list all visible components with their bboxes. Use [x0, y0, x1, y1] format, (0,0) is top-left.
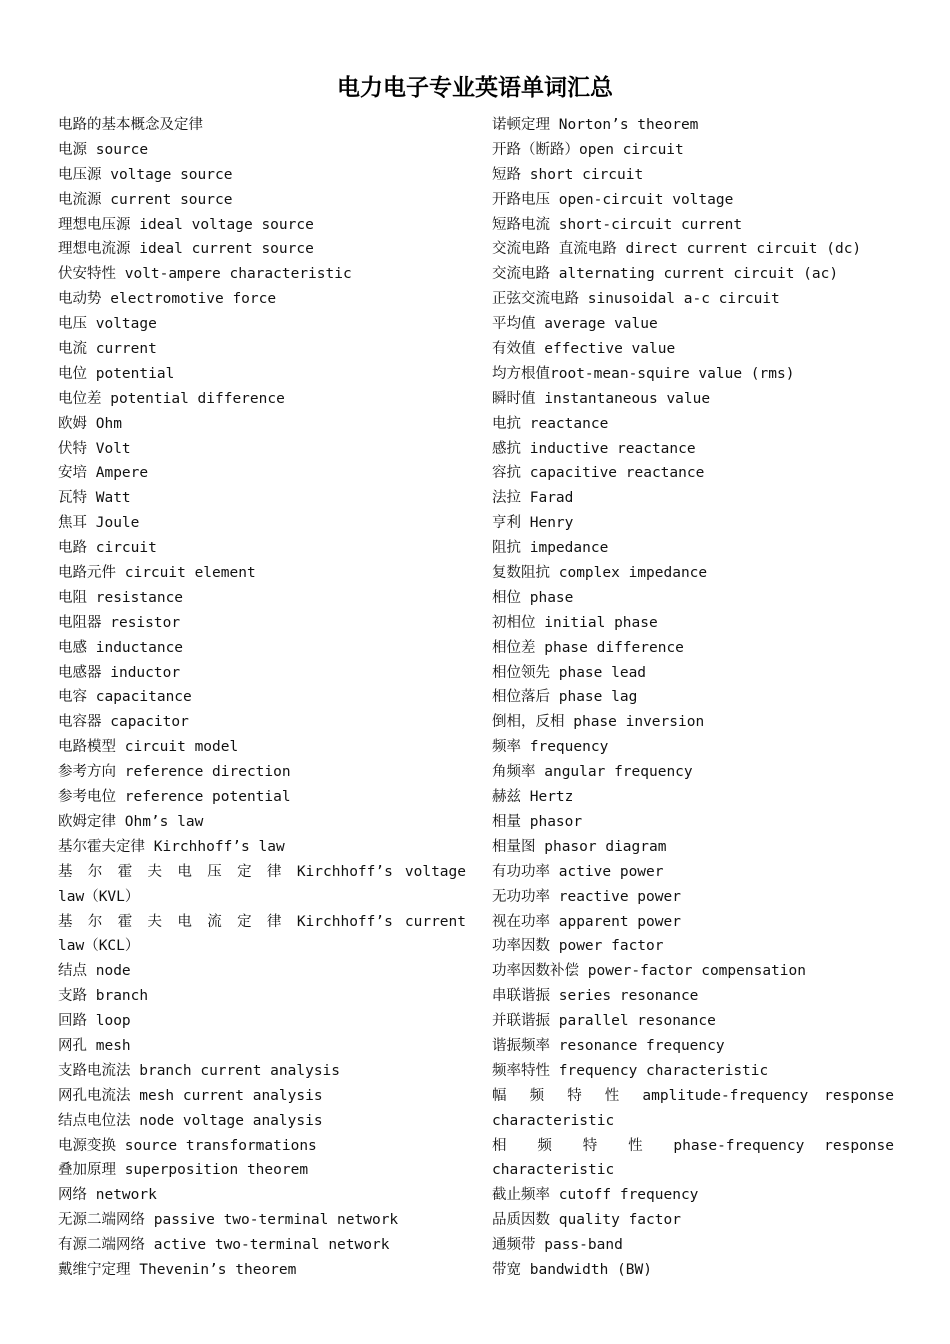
vocab-line: 容抗 capacitive reactance: [492, 465, 705, 482]
left-column: [58, 113, 466, 1283]
page-title: 电力电子专业英语单词汇总: [337, 75, 613, 101]
vocab-line: characteristic: [492, 1162, 615, 1179]
vocab-line: 结点电位法 node voltage analysis: [58, 1112, 323, 1129]
vocab-line: 网孔电流法 mesh current analysis: [58, 1087, 323, 1104]
vocab-line: 无功功率 reactive power: [492, 888, 681, 905]
vocab-line: 电容器 capacitor: [58, 714, 189, 731]
vocab-line: 焦耳 Joule: [58, 515, 140, 532]
vocab-line: 参考方向 reference direction: [58, 764, 291, 781]
vocab-line: 回路 loop: [58, 1013, 131, 1030]
vocab-line: 品质因数 quality factor: [492, 1212, 681, 1229]
vocab-line: 电压源 voltage source: [58, 166, 233, 183]
vocab-line: 电容 capacitance: [58, 689, 192, 706]
vocab-line: 有功功率 active power: [492, 863, 664, 880]
vocab-line: 亨利 Henry: [492, 515, 574, 532]
vocab-line: 理想电流源 ideal current source: [58, 241, 314, 258]
vocab-line: 均方根值root-mean-squire value (rms): [492, 365, 795, 382]
vocab-line: 网络 network: [58, 1187, 157, 1204]
vocab-line: 电路的基本概念及定律: [58, 117, 203, 133]
vocab-line: 基尔霍夫定律 Kirchhoff’s law: [58, 838, 285, 855]
vocab-line: 伏特 Volt: [58, 440, 131, 457]
vocab-line: 有效值 effective value: [492, 341, 676, 358]
vocab-line: 频率特性 frequency characteristic: [492, 1062, 769, 1079]
vocab-line: 电抗 reactance: [492, 415, 609, 432]
vocab-line: 基 尔 霍 夫 电 流 定 律 Kirchhoff’s current: [58, 913, 466, 930]
vocab-line: 电位 potential: [58, 365, 175, 382]
vocab-line: 电流源 current source: [58, 191, 233, 208]
vocab-line: 电路模型 circuit model: [58, 739, 239, 756]
vocab-line: 电源变换 source transformations: [58, 1137, 317, 1154]
vocab-line: 通频带 pass-band: [492, 1237, 623, 1254]
vocab-line: 感抗 inductive reactance: [492, 440, 696, 457]
vocab-line: 相位 phase: [492, 589, 574, 606]
vocab-line: 并联谐振 parallel resonance: [492, 1013, 716, 1030]
vocab-line: 电阻器 resistor: [58, 614, 181, 631]
vocab-line: 相位落后 phase lag: [492, 689, 638, 706]
vocab-line: 相位差 phase difference: [492, 639, 684, 656]
vocab-line: 交流电路 直流电路 direct current circuit (dc): [492, 241, 862, 258]
vocab-line: 电感器 inductor: [58, 664, 181, 681]
vocab-line: 法拉 Farad: [492, 490, 574, 507]
vocab-line: 支路 branch: [58, 988, 149, 1005]
vocab-line: 电感 inductance: [58, 639, 184, 656]
vocab-line: 短路 short circuit: [492, 166, 644, 183]
vocab-line: 倒相，反相 phase inversion: [492, 714, 705, 731]
vocab-line: 开路（断路）open circuit: [492, 141, 684, 158]
vocab-line: 理想电压源 ideal voltage source: [58, 216, 314, 233]
vocab-line: 电压 voltage: [58, 316, 157, 333]
vocab-line: 电流 current: [58, 341, 157, 358]
vocab-line: 开路电压 open-circuit voltage: [492, 191, 734, 208]
vocab-line: 交流电路 alternating current circuit (ac): [492, 266, 839, 283]
vocab-line: law（KCL）: [58, 938, 140, 955]
vocab-line: 无源二端网络 passive two-terminal network: [58, 1212, 399, 1229]
vocab-line: 角频率 angular frequency: [492, 764, 693, 781]
vocab-line: 相 频 特 性 phase-frequency response: [492, 1137, 894, 1154]
vocab-line: 电动势 electromotive force: [58, 291, 277, 308]
vocab-line: 有源二端网络 active two-terminal network: [58, 1237, 390, 1254]
vocab-line: 支路电流法 branch current analysis: [58, 1062, 341, 1079]
vocab-line: 相量图 phasor diagram: [492, 838, 667, 855]
vocab-line: 正弦交流电路 sinusoidal a-c circuit: [492, 291, 780, 308]
vocab-line: 复数阻抗 complex impedance: [492, 565, 708, 582]
vocab-line: 伏安特性 volt-ampere characteristic: [58, 266, 352, 283]
vocab-line: 电路 circuit: [58, 540, 157, 557]
vocab-line: 安培 Ampere: [58, 465, 149, 482]
vocab-line: 短路电流 short-circuit current: [492, 216, 743, 233]
vocab-line: 相量 phasor: [492, 813, 583, 830]
vocab-line: 截止频率 cutoff frequency: [492, 1187, 699, 1204]
vocab-line: 阻抗 impedance: [492, 540, 609, 557]
vocab-line: 功率因数补偿 power-factor compensation: [492, 963, 806, 980]
vocab-line: 谐振频率 resonance frequency: [492, 1037, 725, 1054]
vocab-line: 参考电位 reference potential: [58, 789, 291, 806]
vocab-line: 相位领先 phase lead: [492, 664, 647, 681]
vocab-line: characteristic: [492, 1112, 615, 1129]
vocab-line: 诺顿定理 Norton’s theorem: [492, 117, 699, 133]
vocab-line: 瓦特 Watt: [58, 490, 131, 507]
vocab-line: 功率因数 power factor: [492, 938, 664, 955]
vocab-line: 幅 频 特 性 amplitude-frequency response: [492, 1087, 894, 1104]
vocab-line: 电源 source: [58, 141, 149, 158]
vocab-line: 视在功率 apparent power: [492, 913, 681, 930]
vocab-line: 戴维宁定理 Thevenin’s theorem: [58, 1261, 297, 1278]
vocab-line: 网孔 mesh: [58, 1037, 131, 1054]
vocab-line: 叠加原理 superposition theorem: [58, 1162, 309, 1179]
vocab-line: 频率 frequency: [492, 739, 609, 756]
vocab-line: 瞬时值 instantaneous value: [492, 390, 711, 407]
right-column: [492, 113, 894, 1283]
vocab-line: 初相位 initial phase: [492, 614, 658, 631]
vocab-line: 结点 node: [58, 963, 131, 980]
vocab-line: 欧姆 Ohm: [58, 415, 122, 432]
vocab-line: 基 尔 霍 夫 电 压 定 律 Kirchhoff’s voltage: [58, 863, 466, 880]
vocab-line: 赫兹 Hertz: [492, 789, 574, 806]
vocab-line: 电阻 resistance: [58, 589, 184, 606]
vocab-line: 串联谐振 series resonance: [492, 988, 699, 1005]
vocab-line: 欧姆定律 Ohm’s law: [58, 813, 204, 830]
vocab-line: 带宽 bandwidth (BW): [492, 1261, 652, 1278]
vocab-line: law（KVL）: [58, 888, 140, 905]
vocab-line: 平均值 average value: [492, 316, 658, 333]
vocab-line: 电路元件 circuit element: [58, 565, 256, 582]
vocab-line: 电位差 potential difference: [58, 390, 285, 407]
